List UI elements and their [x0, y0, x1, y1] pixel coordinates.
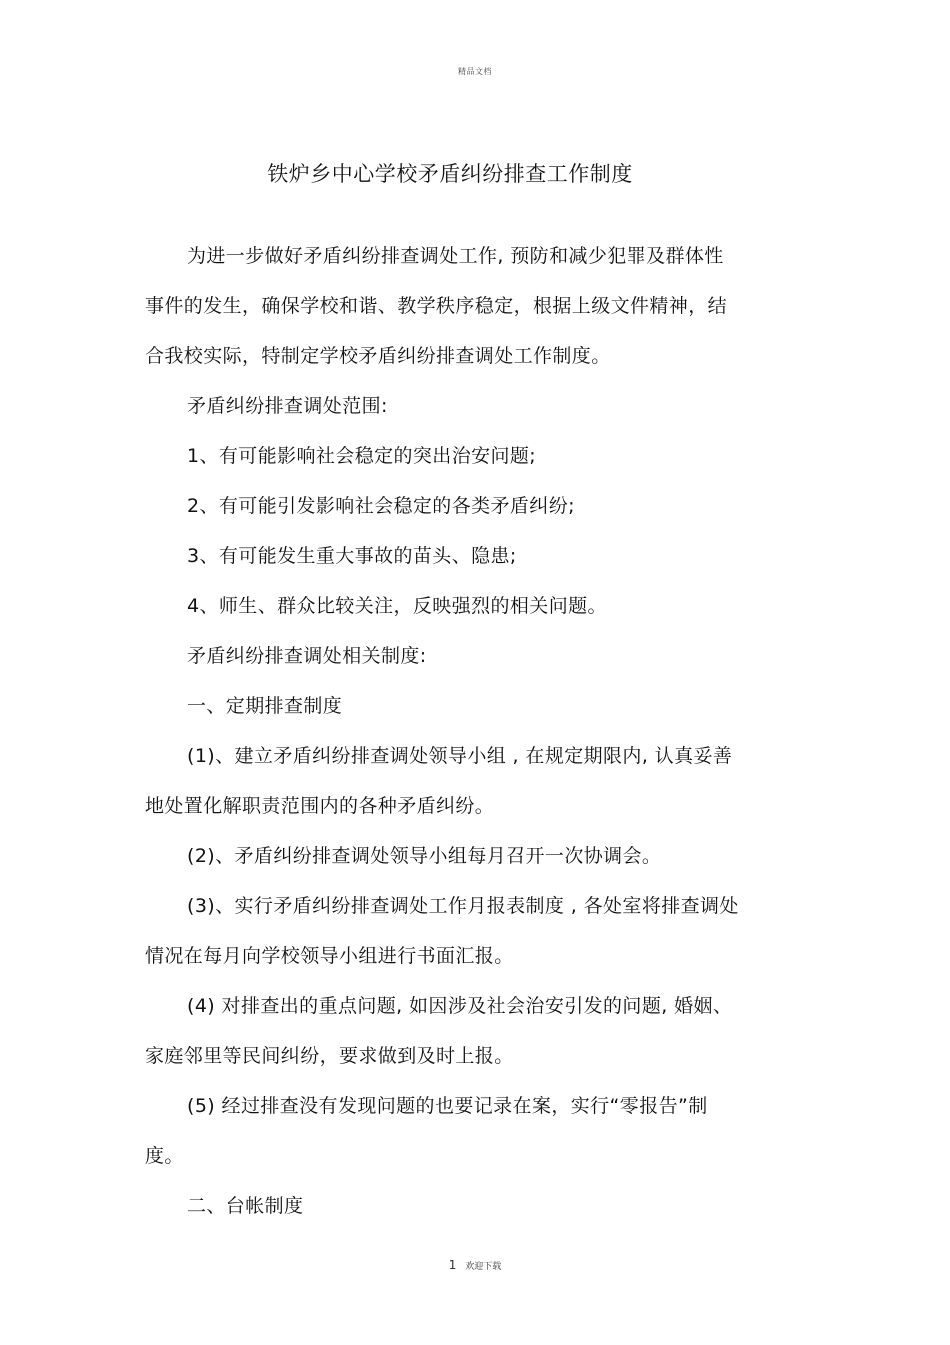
footer-note: 欢迎下载 — [465, 1262, 502, 1272]
document-title: 铁炉乡中心学校矛盾纠纷排查工作制度 — [267, 162, 633, 186]
text-line: 事件的发生，确保学校和谐、教学秩序稳定，根据上级文件精神，结 — [145, 295, 728, 317]
text-line: 地处置化解职责范围内的各种矛盾纠纷。 — [145, 795, 495, 817]
text-line: (1)、建立矛盾纠纷排查调处领导小组 , 在规定期限内, 认真妥善 — [187, 745, 733, 767]
document-body — [145, 236, 825, 1236]
text-line: (2)、矛盾纠纷排查调处领导小组每月召开一次协调会。 — [187, 845, 662, 867]
text-line: 3、有可能发生重大事故的苗头、隐患; — [187, 545, 517, 567]
text-line: 2、有可能引发影响社会稳定的各类矛盾纠纷; — [187, 495, 575, 517]
text-line: 情况在每月向学校领导小组进行书面汇报。 — [145, 945, 514, 967]
text-line: 家庭邻里等民间纠纷，要求做到及时上报。 — [145, 1045, 514, 1067]
text-line: 矛盾纠纷排查调处相关制度: — [187, 645, 427, 667]
text-line: 一、定期排查制度 — [187, 695, 343, 717]
text-line: 矛盾纠纷排查调处范围: — [187, 395, 388, 417]
text-line: 为进一步做好矛盾纠纷排查调处工作, 预防和减少犯罪及群体性 — [187, 245, 724, 267]
text-line: (3)、实行矛盾纠纷排查调处工作月报表制度 , 各处室将排查调处 — [187, 895, 739, 917]
text-line: (4) 对排查出的重点问题, 如因涉及社会治安引发的问题, 婚姻、 — [187, 995, 733, 1017]
text-line: 4、师生、群众比较关注，反映强烈的相关问题。 — [187, 595, 607, 617]
text-line: 1、有可能影响社会稳定的突出治安问题; — [187, 445, 537, 467]
text-line: 二、台帐制度 — [187, 1195, 304, 1217]
text-line: 合我校实际，特制定学校矛盾纠纷排查调处工作制度。 — [145, 345, 611, 367]
page-number: 1 — [448, 1258, 457, 1272]
text-line: 度。 — [145, 1145, 184, 1167]
header-mark: 精品文档 — [458, 67, 492, 76]
page-footer — [0, 1258, 950, 1272]
text-line: (5) 经过排查没有发现问题的也要记录在案，实行“零报告”制 — [187, 1095, 708, 1117]
